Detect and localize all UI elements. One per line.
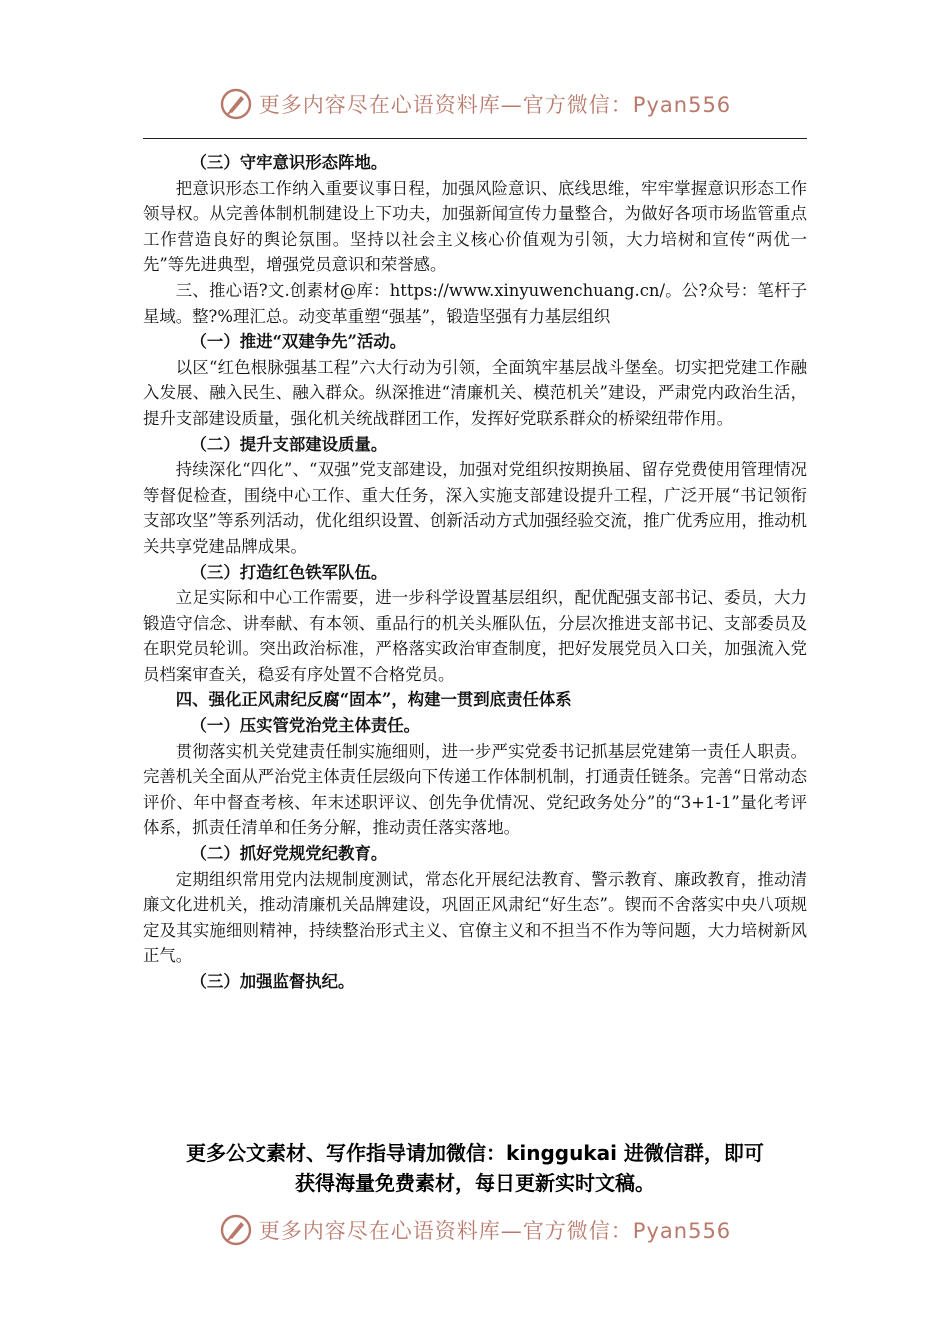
promo-line-1: 更多公文素材、写作指导请加微信：kinggukai 进微信群，即可 <box>186 1141 764 1165</box>
header-divider <box>143 138 807 139</box>
paragraph: 定期组织常用党内法规制度测试，常态化开展纪法教育、警示教育、廉政教育，推动清廉文化进机关，推动清廉机关品牌建设，巩固正风肃纪“好生态”。锲而不舍落实中央八项规定及其实施细则精神，持续整治形式主义、官僚主义和不担当不作为等问题，大力培树新风正气。 <box>143 869 807 966</box>
brand-logo-icon <box>219 87 253 121</box>
footer-brand-text: 更多内容尽在心语资料库—官方微信：Pyan556 <box>258 1219 732 1243</box>
paragraph: 立足实际和中心工作需要，进一步科学设置基层组织，配优配强支部书记、委员，大力锻造守信念、讲奉献、有本领、重品行的机关头雁队伍，分层次推进支部书记、支部委员及在职党员轮训。突出政治标准，严格落实政治审查制度，把好发展党员入口关，加强流入党员档案审查关，稳妥有序处置不合格党员。 <box>143 588 807 684</box>
subheading: （一）压实管党治党主体责任。 <box>190 716 421 736</box>
paragraph: 把意识形态工作纳入重要议事日程，加强风险意识、底线思维，牢牢掌握意识形态工作领导权。从完善体制机制建设上下功夫，加强新闻宣传力量整合，为做好各项市场监管重点工作营造良好的舆论氛围。坚持以社会主义核心价值观为引领，大力培树和宣传“两优一先”等先进典型，增强党员意识和荣誉感。 <box>143 178 807 275</box>
subheading: （三）打造红色铁军队伍。 <box>190 562 388 582</box>
paragraph: 以区“红色根脉强基工程”六大行动为引领，全面筑牢基层战斗堡垒。切实把党建工作融入发展、融入民生、融入群众。纵深推进“清廉机关、模范机关”建设，严肃党内政治生活，提升支部建设质量，强化机关统战群团工作，发挥好党联系群众的桥梁纽带作用。 <box>143 357 807 428</box>
section-heading: 四、强化正风肃纪反腐“固本”，构建一贯到底责任体系 <box>175 690 572 710</box>
subheading: （三）加强监督执纪。 <box>190 972 355 991</box>
header-brand-text: 更多内容尽在心语资料库—官方微信：Pyan556 <box>258 93 732 117</box>
subheading: （二）提升支部建设质量。 <box>190 434 388 454</box>
section-heading: 三、推心语?文.创素材@库：https://www.xinyuwenchuang.cn/。公?众号：笔杆子星域。整?%理汇总。动变革重塑“强基”，锻造坚强有力基层组织 <box>143 280 807 326</box>
promo-line-2: 获得海量免费素材，每日更新实时文稿。 <box>295 1171 655 1195</box>
page-footer <box>0 1210 950 1250</box>
brand-logo-icon <box>219 1213 253 1247</box>
document-body <box>143 150 807 995</box>
subheading: （二）抓好党规党纪教育。 <box>190 844 388 864</box>
page-header <box>0 84 950 124</box>
subheading: （三）守牢意识形态阵地。 <box>190 153 388 172</box>
promo-block <box>143 1138 807 1198</box>
paragraph: 贯彻落实机关党建责任制实施细则，进一步严实党委书记抓基层党建第一责任人职责。完善机关全面从严治党主体责任层级向下传递工作体制机制，打通责任链条。完善“日常动态评价、年中督查考核、年末述职评议、创先争优情况、党纪政务处分”的“3+1-1”量化考评体系，抓责任清单和任务分解，推动责任落实落地。 <box>143 741 808 838</box>
subheading: （一）推进“双建争先”活动。 <box>190 332 407 352</box>
paragraph: 持续深化“四化”、“双强”党支部建设，加强对党组织按期换届、留存党费使用管理情况等督促检查，围绕中心工作、重大任务，深入实施支部建设提升工程，广泛开展“书记领衔 支部攻坚”等系列活动，优化组织设置、创新活动方式加强经验交流，推广优秀应用，推动机关共享党建品牌成果。 <box>143 460 808 556</box>
